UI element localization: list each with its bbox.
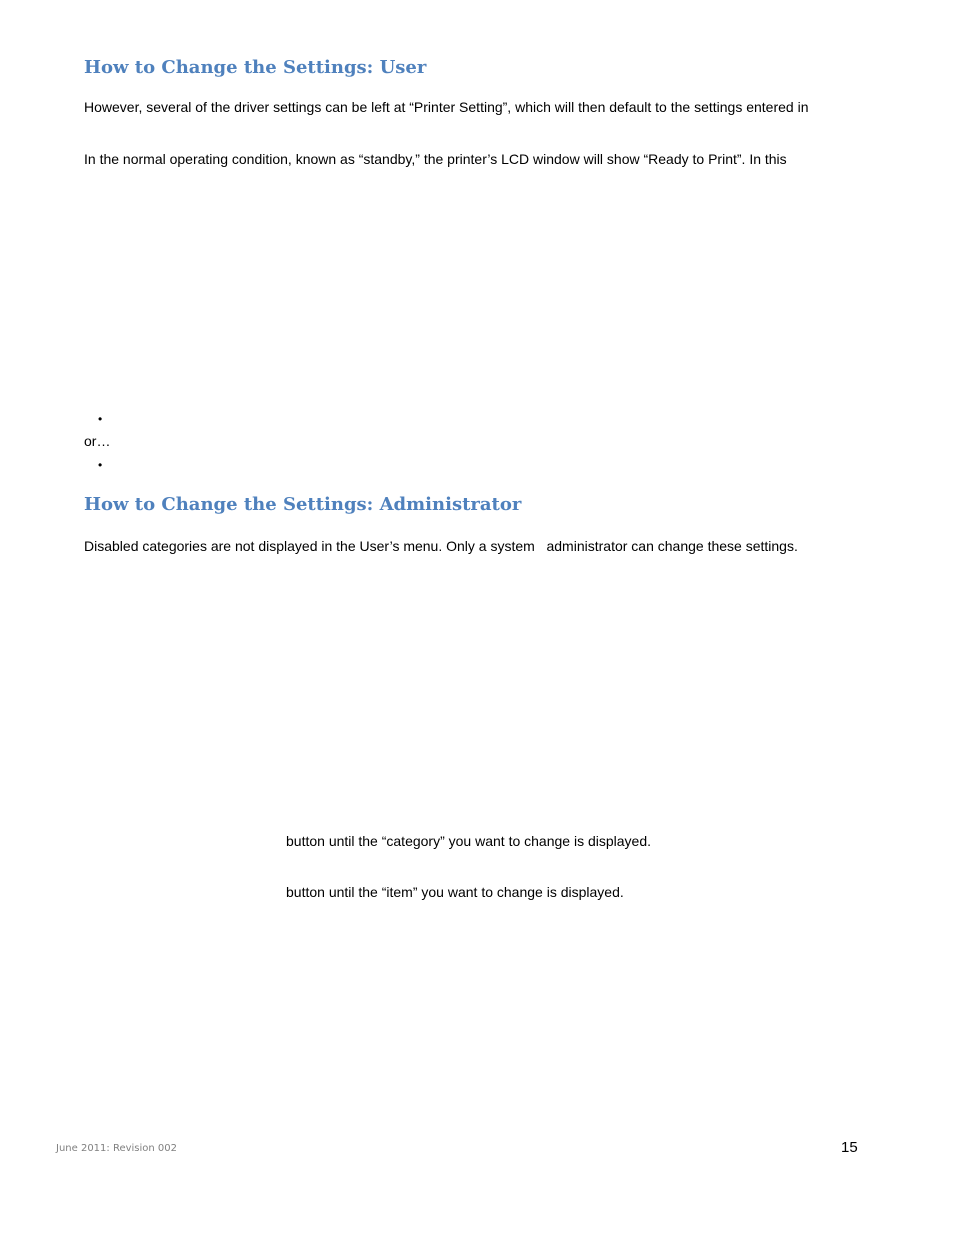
admin-step-category: button until the “category” you want to change is displayed. xyxy=(286,833,651,849)
page-number: 15 xyxy=(841,1139,858,1156)
admin-paragraph-disabled-categories: Disabled categories are not displayed in the User’s menu. Only a system administrator can change these settings. xyxy=(84,538,798,554)
bullet-point-2: • xyxy=(98,458,103,472)
user-paragraph-standby: In the normal operating condition, known as “standby,” the printer’s LCD window will show “Ready to Print”. In this xyxy=(84,151,787,167)
bullet-point-1: • xyxy=(98,412,103,426)
section-heading-user: How to Change the Settings: User xyxy=(84,57,427,78)
or-text: or… xyxy=(84,433,111,449)
admin-step-item: button until the “item” you want to change is displayed. xyxy=(286,884,624,900)
section-heading-administrator: How to Change the Settings: Administrator xyxy=(84,494,522,515)
footer-revision: June 2011: Revision 002 xyxy=(56,1143,178,1154)
user-paragraph-driver-settings: However, several of the driver settings can be left at “Printer Setting”, which will then default to the settings entered in xyxy=(84,99,809,115)
